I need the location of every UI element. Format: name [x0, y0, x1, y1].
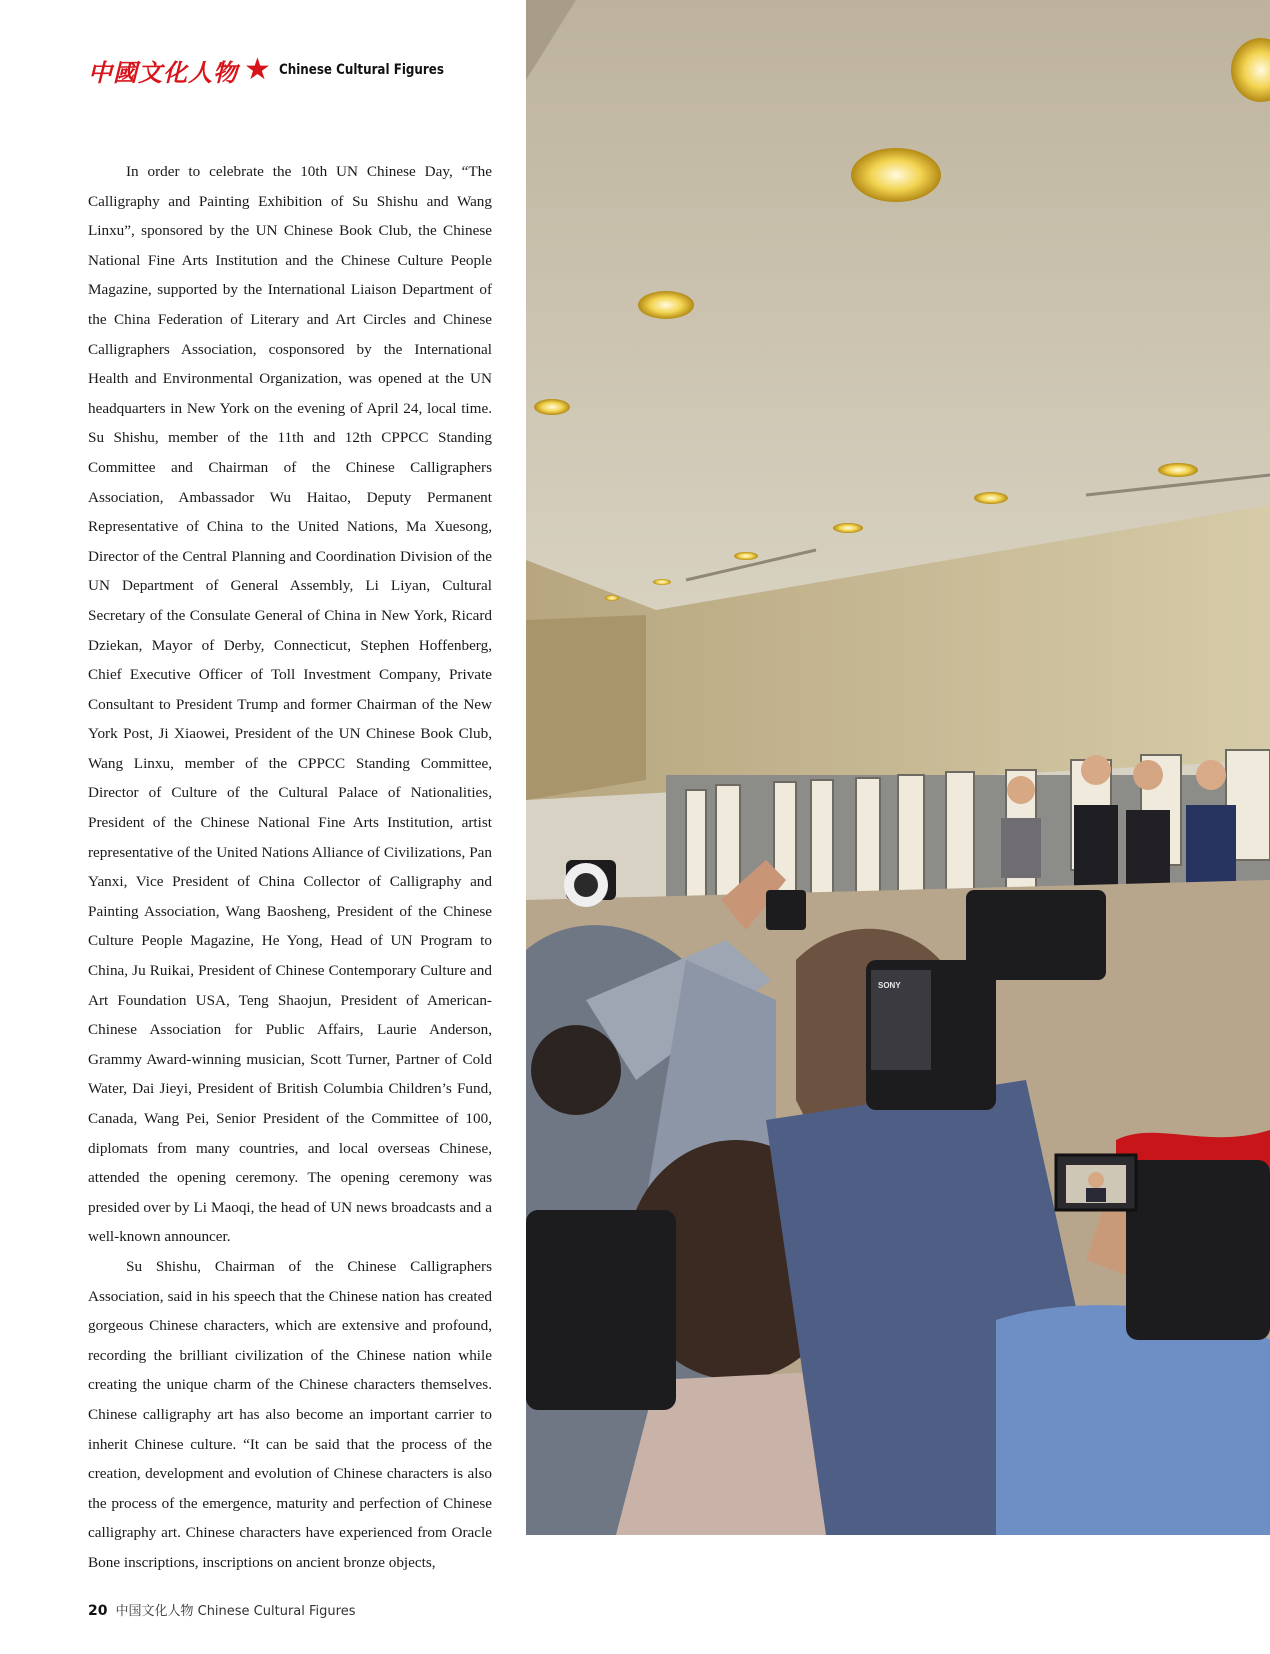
- article-paragraph: In order to celebrate the 10th UN Chinese Day, “The Calligraphy and Painting Exhibition of Su Shishu and Wang Linxu”, sponsored by the UN Chinese Book Club, the Chinese National Fine Arts Institution and the Chinese Culture People Magazine, supported by the International Liaison Department of the China Federation of Literary and Art Circles and Chinese Calligraphers Association, cosponsored by the International Health and Environmental Organization, was opened at the UN headquarters in New York on the evening of April 24, local time. Su Shishu, member of the 11th and 12th CPPCC Standing Committee and Chairman of the Chinese Calligraphers Association, Ambassador Wu Haitao, Deputy Permanent Representative of China to the United Nations, Ma Xuesong, Director of the Central Planning and Coordination Division of the UN Department of General Assembly, Li Liyan, Cultural Secretary of the Consulate General of China in New York, Ricard Dziekan, Mayor of Derby, Connecticut, Stephen Hoffenberg, Chief Executive Officer of Toll Investment Company, Private Consultant to President Trump and former Chairman of the New York Post, Ji Xiaowei, President of the UN Chinese Book Club, Wang Linxu, member of the CPPCC Standing Committee, Director of Culture of the Cultural Palace of Nationalities, President of the Chinese National Fine Arts Institution, artist representative of the United Nations Alliance of Civilizations, Pan Yanxi, Vice President of China Collector of Calligraphy and Painting Association, Wang Baosheng, President of the Chinese Culture People Magazine, He Yong, Head of UN Program to China, Ju Ruikai, President of Chinese Contemporary Culture and Art Foundation USA, Teng Shaojun, President of American-Chinese Association for Public Affairs, Laurie Anderson, Grammy Award-winning musician, Scott Turner, Partner of Cold Water, Dai Jieyi, President of British Columbia Children’s Fund, Canada, Wang Pei, Senior President of the Committee of 100, diplomats from many countries, and local overseas Chinese, attended the opening ceremony. The opening ceremony was presided over by Li Maoqi, the head of UN news broadcasts and a well-known announcer.: [88, 163, 492, 1246]
- page-footer: [88, 1600, 355, 1619]
- magazine-title-english: Chinese Cultural Figures: [278, 62, 444, 78]
- red-star-icon: ★: [244, 53, 271, 86]
- camera-brand-label: SONY: [878, 981, 901, 990]
- page-number: 20: [88, 1603, 108, 1619]
- exhibition-opening-photo-illustration: [526, 0, 1270, 1535]
- exhibition-photo: [526, 0, 1270, 1535]
- magazine-title-chinese: 中國文化人物: [88, 57, 238, 87]
- article-paragraph: Su Shishu, Chairman of the Chinese Calligraphers Association, said in his speech that the Chinese nation has created gorgeous Chinese characters, which are extensive and profound, recording the brilliant civilization of the Chinese nation while creating the unique charm of the Chinese characters themselves. Chinese calligraphy art has also become an important carrier to inherit Chinese culture. “It can be said that the process of the creation, development and evolution of Chinese characters is also the process of the emergence, maturity and perfection of Chinese calligraphy art. Chinese characters have experienced from Oracle Bone inscriptions, inscriptions on ancient bronze objects,: [88, 1257, 492, 1571]
- footer-publication-name: 中国文化人物 Chinese Cultural Figures: [115, 1604, 356, 1619]
- article-body: [88, 157, 492, 1578]
- magazine-header: [88, 52, 473, 88]
